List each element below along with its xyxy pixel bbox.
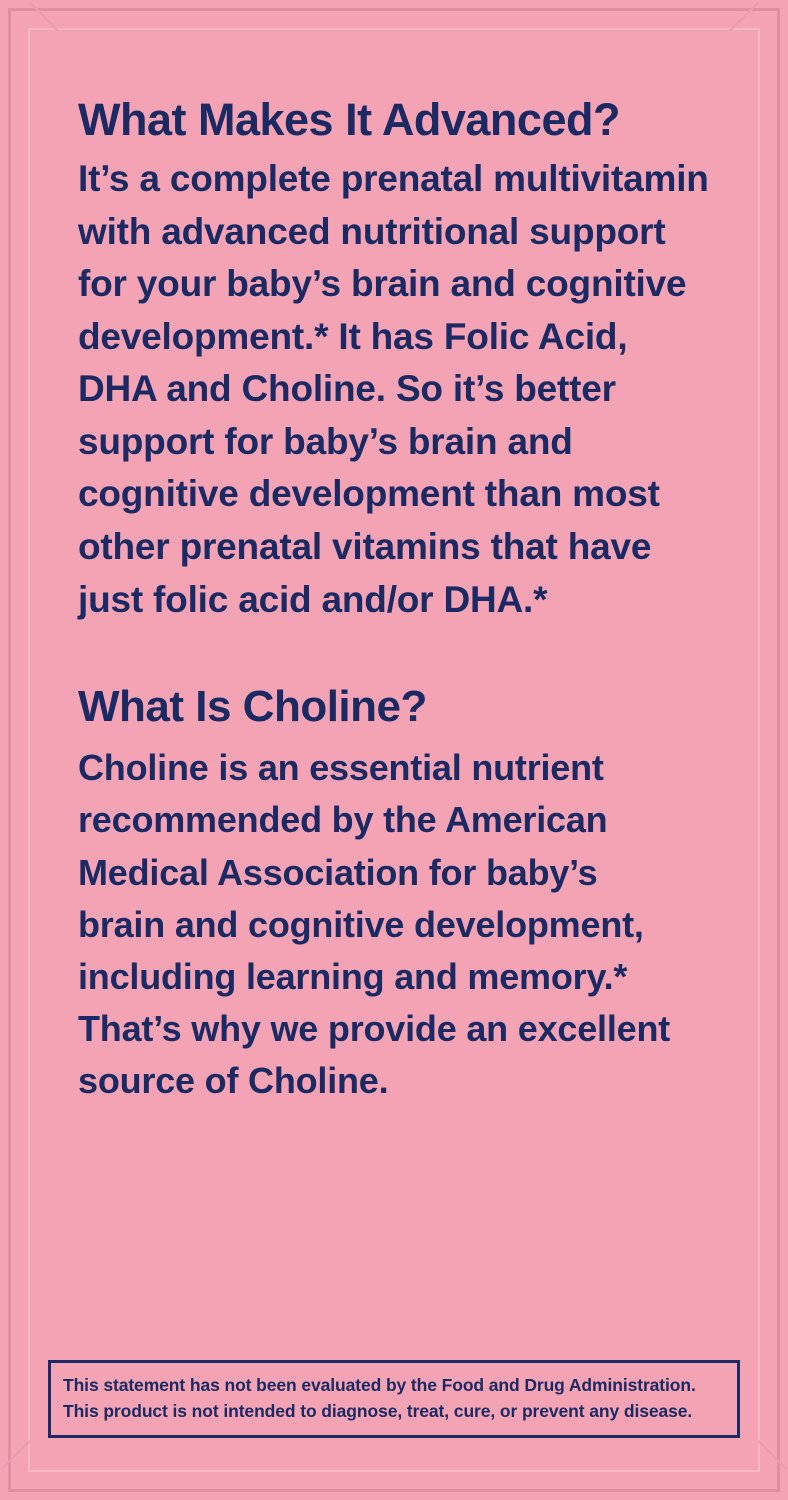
fda-disclaimer-line-2: This product is not intended to diagnose, treat, cure, or prevent any disease. bbox=[63, 1400, 693, 1421]
panel-content bbox=[78, 96, 710, 1108]
fda-disclaimer-line-1: This statement has not been evaluated by the Food and Drug Administration. bbox=[63, 1374, 696, 1395]
section-body-advanced: It’s a complete prenatal multivitamin with advanced nutritional support for your baby’s brain and cognitive development.* It has Folic Acid, DHA and Choline. So it’s better support for baby’s brain and cognitive development than most other prenatal vitamins that have just folic acid and/or DHA.* bbox=[78, 158, 709, 620]
section-body-choline: Choline is an essential nutrient recommended by the American Medical Association for baby’s brain and cognitive development, including learning and memory.* That’s why we provide an excellent source of Choline. bbox=[78, 747, 671, 1102]
section-what-makes-it-advanced bbox=[78, 96, 710, 626]
fda-disclaimer-box bbox=[48, 1360, 740, 1439]
section-what-is-choline bbox=[78, 684, 678, 1108]
section-heading-advanced: What Makes It Advanced? bbox=[78, 94, 620, 145]
section-heading-choline: What Is Choline? bbox=[78, 682, 427, 732]
